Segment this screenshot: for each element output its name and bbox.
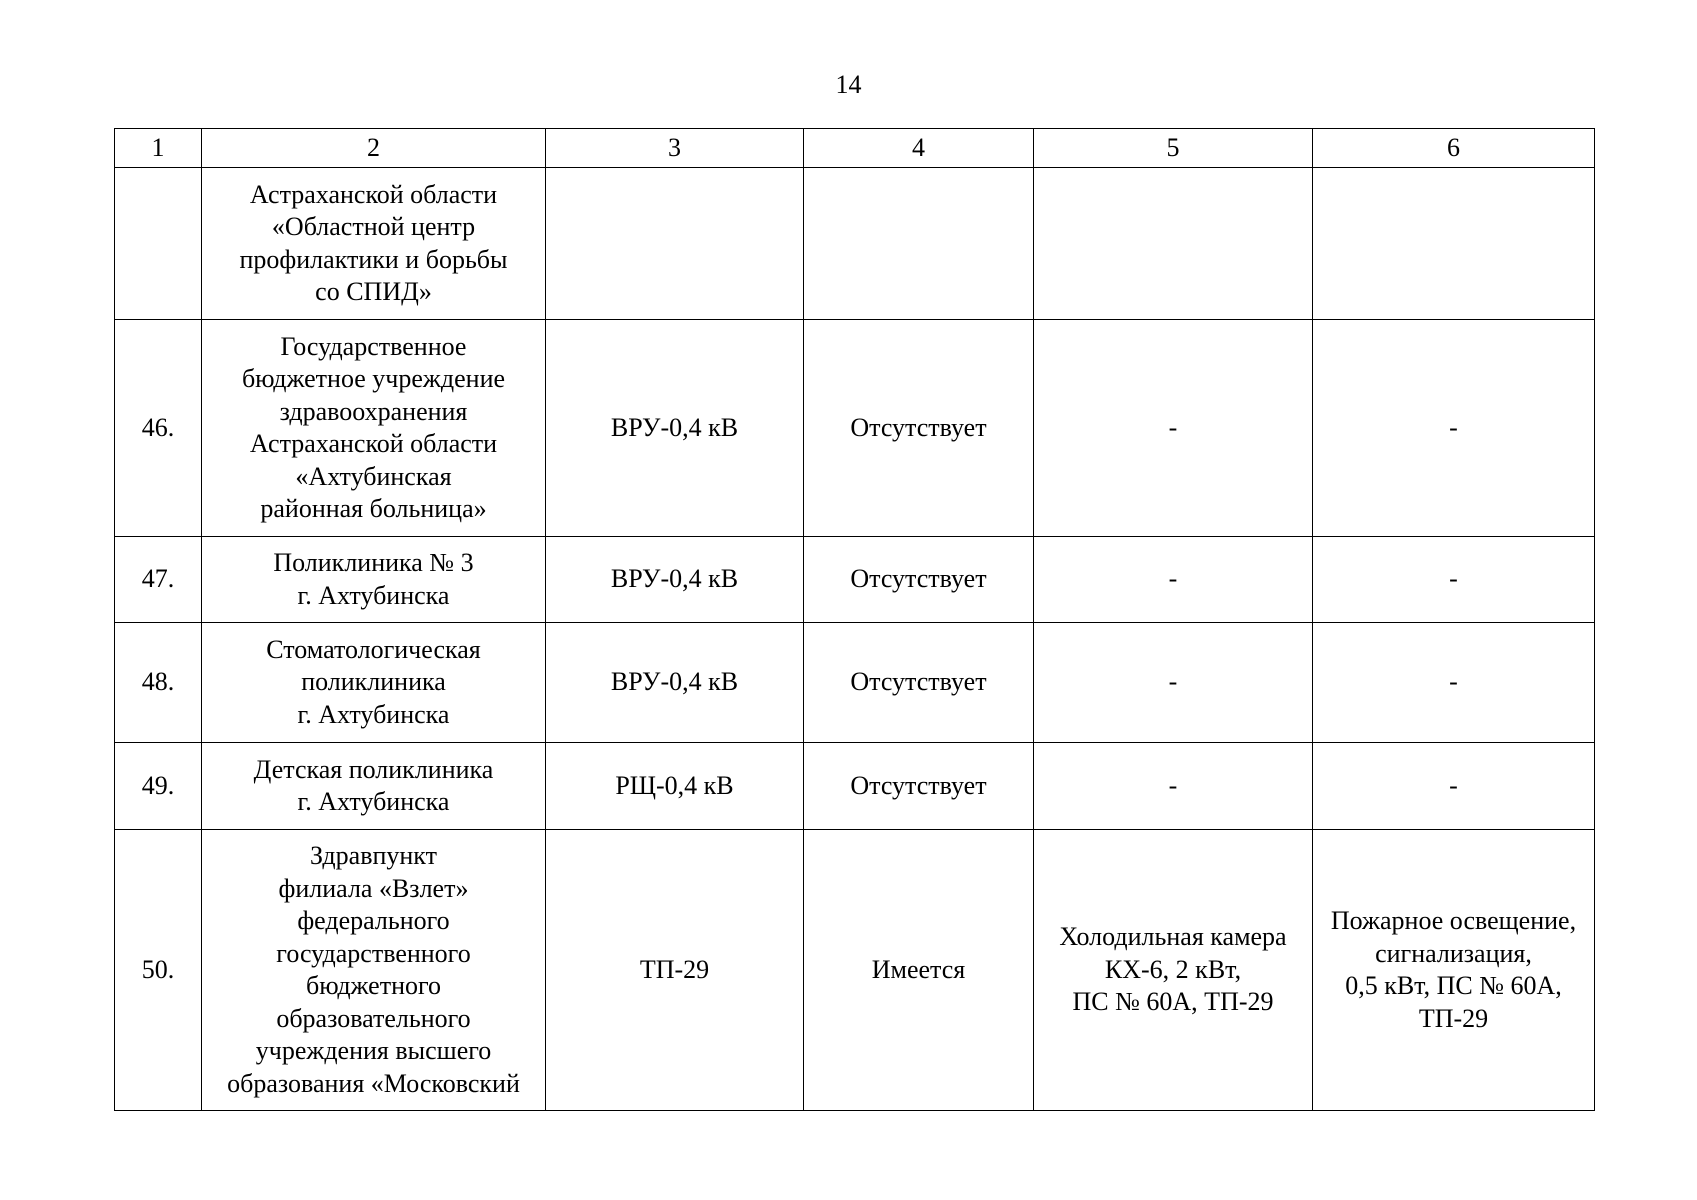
row-number-cell: 46. bbox=[115, 320, 202, 537]
equipment-cell: - bbox=[1034, 743, 1313, 830]
other-cell: - bbox=[1313, 743, 1595, 830]
availability-cell: Отсутствует bbox=[804, 623, 1034, 743]
availability-cell: Отсутствует bbox=[804, 320, 1034, 537]
institution-name-cell: Стоматологическая поликлиника г. Ахтубинска bbox=[202, 623, 546, 743]
table-row bbox=[115, 168, 1595, 320]
column-number: 2 bbox=[202, 129, 546, 168]
power-source-cell: РЩ-0,4 кВ bbox=[546, 743, 804, 830]
table-row bbox=[115, 743, 1595, 830]
availability-cell: Отсутствует bbox=[804, 537, 1034, 623]
column-number-row bbox=[115, 129, 1595, 168]
other-cell: - bbox=[1313, 623, 1595, 743]
equipment-cell: - bbox=[1034, 320, 1313, 537]
data-table bbox=[114, 128, 1595, 1111]
row-number-cell: 50. bbox=[115, 830, 202, 1111]
column-number: 4 bbox=[804, 129, 1034, 168]
page-number: 14 bbox=[835, 70, 862, 99]
power-source-cell: ВРУ-0,4 кВ bbox=[546, 623, 804, 743]
equipment-cell: Холодильная камера КХ-6, 2 кВт, ПС № 60А, ТП-29 bbox=[1034, 830, 1313, 1111]
institution-name-cell: Детская поликлиника г. Ахтубинска bbox=[202, 743, 546, 830]
other-cell bbox=[1313, 168, 1595, 320]
availability-cell: Имеется bbox=[804, 830, 1034, 1111]
table-row bbox=[115, 623, 1595, 743]
institution-name-cell: Государственное бюджетное учреждение здравоохранения Астраханской области «Ахтубинская районная больница» bbox=[202, 320, 546, 537]
column-number: 6 bbox=[1313, 129, 1595, 168]
table-row bbox=[115, 320, 1595, 537]
column-number: 3 bbox=[546, 129, 804, 168]
row-number-cell: 48. bbox=[115, 623, 202, 743]
table-row bbox=[115, 830, 1595, 1111]
row-number-cell: 47. bbox=[115, 537, 202, 623]
table-row bbox=[115, 537, 1595, 623]
row-number-cell bbox=[115, 168, 202, 320]
power-source-cell: ВРУ-0,4 кВ bbox=[546, 320, 804, 537]
availability-cell bbox=[804, 168, 1034, 320]
power-source-cell: ВРУ-0,4 кВ bbox=[546, 537, 804, 623]
institution-name-cell: Астраханской области «Областной центр профилактики и борьбы со СПИД» bbox=[202, 168, 546, 320]
institution-name-cell: Здравпункт филиала «Взлет» федерального государственного бюджетного образовательного учреждения высшего образования «Московский bbox=[202, 830, 546, 1111]
other-cell: - bbox=[1313, 537, 1595, 623]
equipment-cell: - bbox=[1034, 623, 1313, 743]
column-number: 1 bbox=[115, 129, 202, 168]
other-cell: - bbox=[1313, 320, 1595, 537]
equipment-cell bbox=[1034, 168, 1313, 320]
other-cell: Пожарное освещение, сигнализация, 0,5 кВт, ПС № 60А, ТП-29 bbox=[1313, 830, 1595, 1111]
power-source-cell: ТП-29 bbox=[546, 830, 804, 1111]
power-source-cell bbox=[546, 168, 804, 320]
institution-name-cell: Поликлиника № 3 г. Ахтубинска bbox=[202, 537, 546, 623]
equipment-cell: - bbox=[1034, 537, 1313, 623]
availability-cell: Отсутствует bbox=[804, 743, 1034, 830]
column-number: 5 bbox=[1034, 129, 1313, 168]
row-number-cell: 49. bbox=[115, 743, 202, 830]
